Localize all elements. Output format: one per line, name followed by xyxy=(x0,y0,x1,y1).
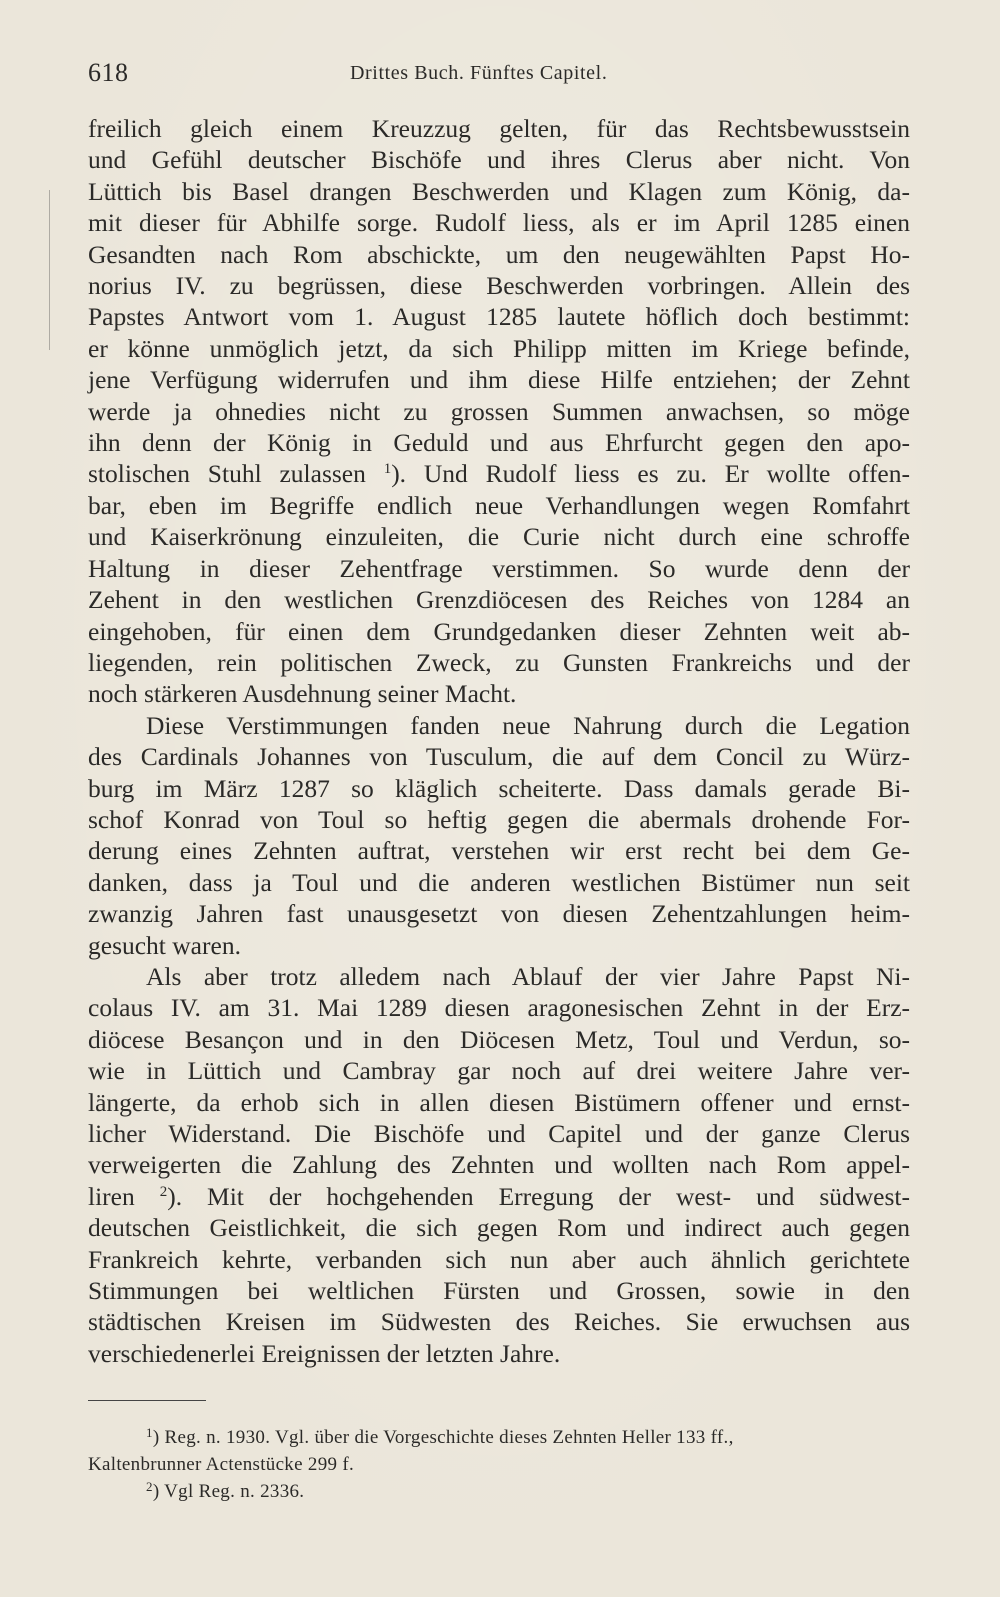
text-line: ihn denn der König in Geduld und aus Ehrfurcht gegen den apo- xyxy=(88,428,910,458)
text-segment: ). Und Rudolf liess es zu. Er wollte offen- xyxy=(391,459,910,489)
text-line: burg im März 1287 so kläglich scheiterte. Dass damals gerade Bi- xyxy=(88,773,910,803)
footnote-reference: 2 xyxy=(159,1183,168,1200)
text-line: liegenden, rein politischen Zweck, zu Gunsten Frankreichs und der xyxy=(88,647,910,677)
text-segment: ). Mit der hochgehenden Erregung der west- und südwest- xyxy=(167,1181,911,1211)
running-head: Drittes Buch. Fünftes Capitel. xyxy=(350,62,608,84)
text-line: Frankreich kehrte, verbanden sich nun aber auch ähnlich gerichtete xyxy=(88,1244,910,1274)
text-line: und Gefühl deutscher Bischöfe und ihres Clerus aber nicht. Von xyxy=(88,145,910,175)
text-line: längerte, da erhob sich in allen diesen Bistümern offener und ernst- xyxy=(88,1087,910,1117)
text-line-with-note xyxy=(88,1181,910,1212)
text-line: schof Konrad von Toul so heftig gegen die abermals drohende For- xyxy=(88,804,910,834)
footnotes xyxy=(88,1424,910,1505)
text-line: zwanzig Jahren fast unausgesetzt von diesen Zehentzahlungen heim- xyxy=(88,899,910,929)
footnote-1 xyxy=(88,1424,910,1451)
text-line: verweigerten die Zahlung des Zehnten und wollten nach Rom appel- xyxy=(88,1150,910,1180)
text-line: diöcese Besançon und in den Diöcesen Metz, Toul und Verdun, so- xyxy=(88,1024,910,1054)
text-line: städtischen Kreisen im Südwesten des Reiches. Sie erwuchsen aus xyxy=(88,1307,910,1337)
text-line: licher Widerstand. Die Bischöfe und Capitel und der ganze Clerus xyxy=(88,1119,910,1148)
text-segment: stolischen Stuhl zulassen xyxy=(88,459,366,489)
text-line: verschiedenerlei Ereignissen der letzten Jahre. xyxy=(88,1338,561,1368)
text-line: Stimmungen bei weltlichen Fürsten und Grossen, sowie in den xyxy=(88,1276,910,1306)
text-line: werde ja ohnedies nicht zu grossen Summen anwachsen, so möge xyxy=(88,396,910,426)
text-line: Gesandten nach Rom abschickte, um den neugewählten Papst Ho- xyxy=(88,239,910,269)
text-line: mit dieser für Abhilfe sorge. Rudolf liess, als er im April 1285 einen xyxy=(88,208,910,238)
footnote-mark: 1 xyxy=(146,1425,153,1440)
text-line: bar, eben im Begriffe endlich neue Verhandlungen wegen Romfahrt xyxy=(88,490,910,520)
text-line-with-note xyxy=(88,458,910,489)
text-line: Lüttich bis Basel drangen Beschwerden und Klagen zum König, da- xyxy=(88,176,910,206)
text-line: er könne unmöglich jetzt, da sich Philipp mitten im Kriege befinde, xyxy=(88,333,910,363)
text-line: colaus IV. am 31. Mai 1289 diesen aragonesischen Zehnt in der Erz- xyxy=(88,993,910,1023)
text-line: und Kaiserkrönung einzuleiten, die Curie nicht durch eine schroffe xyxy=(88,522,910,552)
text-line: gesucht waren. xyxy=(88,930,241,960)
footnote-mark: 2 xyxy=(146,1479,153,1494)
text-line: jene Verfügung widerrufen und ihm diese Hilfe entziehen; der Zehnt xyxy=(88,365,910,395)
margin-mark xyxy=(49,190,50,350)
text-segment: liren xyxy=(88,1181,135,1211)
footnote-2 xyxy=(88,1478,910,1505)
page-header xyxy=(88,58,910,94)
text-line: deutschen Geistlichkeit, die sich gegen Rom und indirect auch gegen xyxy=(88,1213,910,1243)
text-line: danken, dass ja Toul und die anderen westlichen Bistümer nun seit xyxy=(88,867,910,897)
footnote-text: ) Vgl Reg. n. 2336. xyxy=(152,1481,305,1502)
text-line: Diese Verstimmungen fanden neue Nahrung durch die Legation xyxy=(146,710,910,740)
text-line: Als aber trotz alledem nach Ablauf der vier Jahre Papst Ni- xyxy=(146,961,910,991)
footnote-1-continuation: Kaltenbrunner Actenstücke 299 f. xyxy=(88,1454,355,1475)
text-line: Papstes Antwort vom 1. August 1285 lautete höflich doch bestimmt: xyxy=(88,302,910,332)
text-line: wie in Lüttich und Cambray gar noch auf drei weitere Jahre ver- xyxy=(88,1056,910,1086)
text-line: eingehoben, für einen dem Grundgedanken dieser Zehnten weit ab- xyxy=(88,616,910,646)
text-line: freilich gleich einem Kreuzzug gelten, für das Rechtsbewusstsein xyxy=(88,114,910,143)
footnote-divider xyxy=(88,1400,206,1401)
paragraph-2 xyxy=(88,710,910,961)
text-line: norius IV. zu begrüssen, diese Beschwerden vorbringen. Allein des xyxy=(88,271,910,301)
text-line: Zehent in den westlichen Grenzdiöcesen des Reiches von 1284 an xyxy=(88,585,910,615)
footnote-reference: 1 xyxy=(383,461,392,478)
text-line: derung eines Zehnten auftrat, verstehen wir erst recht bei dem Ge- xyxy=(88,836,910,866)
body-text xyxy=(88,113,910,1369)
footnote-text: ) Reg. n. 1930. Vgl. über die Vorgeschichte dieses Zehnten Heller 133 ff., xyxy=(152,1427,734,1448)
paragraph-3 xyxy=(88,961,910,1369)
page-number: 618 xyxy=(88,58,129,87)
text-line: Haltung in dieser Zehentfrage verstimmen. So wurde denn der xyxy=(88,553,910,583)
text-line: noch stärkeren Ausdehnung seiner Macht. xyxy=(88,679,517,709)
text-line: des Cardinals Johannes von Tusculum, die auf dem Concil zu Würz- xyxy=(88,742,910,772)
paragraph-1 xyxy=(88,113,910,710)
